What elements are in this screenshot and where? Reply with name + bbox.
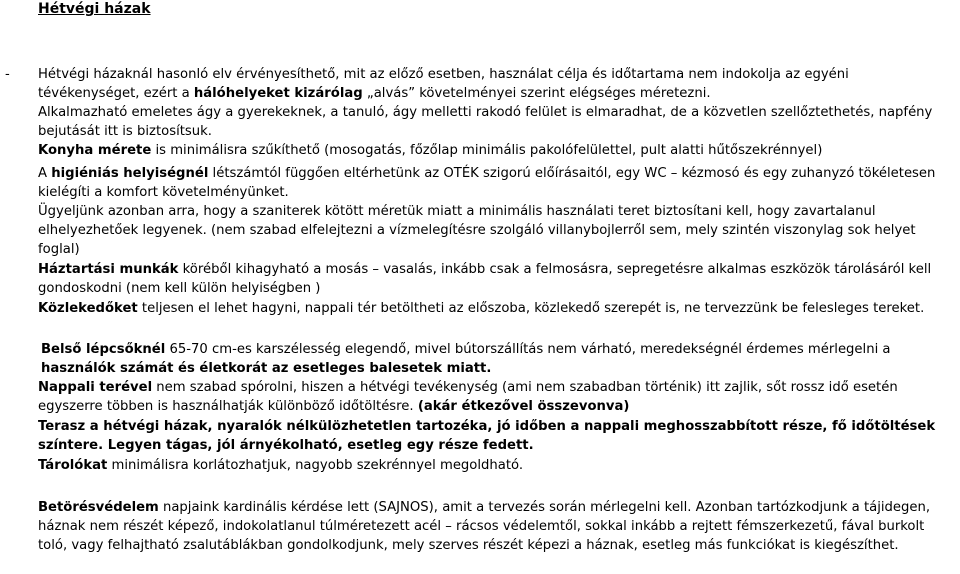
paragraph-household: Háztartási munkák köréből kihagyható a mosás – vasalás, inkább csak a felmosásra, sepregetésre alkalmas eszközök tárolásáról kell gondoskodni (nem kell külön helyiségben ) [38, 262, 932, 296]
paragraph-living-room: Nappali terével nem szabad spórolni, hiszen a hétvégi tevékenység (ami nem szabadban történik) itt zajlik, sőt rossz idő esetén egyszerre többen is használhatják különböző időtöltésre. (akár étkezővel összevonva) [38, 380, 898, 414]
bold-burglary: Betörésvédelem [38, 500, 159, 515]
bold-stairs: Belső lépcsőknél [41, 342, 166, 357]
paragraph-burglary: Betörésvédelem napjaink kardinális kérdése lett (SAJNOS), amit a tervezés során mérlegelni kell. Azonban tartózkodjunk a tájidegen, háznak nem részét képező, indokolatlanul túlméretezett acél – rácsos védelemtől, sokkal inkább a rejtett fémszerkezetű, fával burkolt toló, vagy felhajtható zsalutáblákban gondolkodjunk, mely szerves részét képezi a háznak, esetleg más funkciókat is kiegészíthet. [38, 500, 931, 553]
page-title: Hétvégi házak [38, 1, 151, 17]
bold-kitchen: Konyha mérete [38, 143, 152, 158]
paragraph-bunk-bed: Alkalmazható emeletes ágy a gyerekeknek, a tanuló, ágy melletti rakodó felület is elmaradhat, de a közvetlen szellőztethetés, napfény bejutását itt is biztosítsuk. [38, 105, 933, 139]
paragraph-sanitary: Ügyeljünk azonban arra, hogy a szaniterek kötött méretük miatt a minimális használati teret biztosítani kell, hogy zavartalanul elhelyezhetőek legyenek. (nem szabad elfelejtezni a vízmelegítésre szolgáló villanybojlerről sem, mely szintén viszonylag sok helyet foglal) [38, 204, 916, 257]
bold-dining: (akár étkezővel összevonva) [417, 398, 630, 414]
bold-household: Háztartási munkák [38, 262, 179, 277]
paragraph-sleeping: Hétvégi házaknál hasonló elv érvényesíthető, mit az előző esetben, használat célja és időtartama nem indokolja az egyéni tévékenységet, ezért a hálóhelyeket kizárólag „alvás” követelményei szerint elégséges méretezni. [38, 67, 849, 101]
paragraph-terrace: Terasz a hétvégi házak, nyaralók nélkülözhetetlen tartozéka, jó időben a nappali meghosszabbított része, fő időtöltések színtere. Legyen tágas, jól árnyékolható, esetleg egy része fedett. [38, 419, 936, 453]
paragraph-stairs: Belső lépcsőknél 65-70 cm-es karszélesség elegendő, mivel bútorszállítás nem várható, meredekségnél érdemes mérlegelni a használók számát és életkorát az esetleges balesetek miatt. [41, 342, 891, 376]
list-bullet: - [5, 67, 10, 82]
bold-hygiene: higiéniás helyiségnél [51, 166, 209, 181]
bold-living-room: Nappali terével [38, 380, 153, 395]
bold-sleeping: hálóhelyeket kizárólag [193, 85, 363, 101]
bold-stairs-users: használók számát és életkorát az esetleges balesetek miatt. [41, 360, 492, 376]
paragraph-hygiene: A higiéniás helyiségnél létszámtól függően eltérhetünk az OTÉK szigorú előírásaitól, egy WC – kézmosó és egy zuhanyzó tökéletesen kielégíti a komfort követelményünket. [38, 166, 936, 200]
bold-corridors: Közlekedőket [38, 301, 138, 316]
paragraph-corridors: Közlekedőket teljesen el lehet hagyni, nappali tér betöltheti az előszoba, közlekedő szerepét is, ne tervezzünk be felesleges tereket. [38, 301, 925, 316]
paragraph-storage: Tárolókat minimálisra korlátozhatjuk, nagyobb szekrénnyel megoldható. [38, 458, 524, 473]
bold-storage: Tárolókat [38, 458, 108, 473]
paragraph-kitchen: Konyha mérete is minimálisra szűkíthető (mosogatás, főzőlap minimális pakolófelülettel, pult alatti hűtőszekrénnyel) [38, 143, 823, 158]
